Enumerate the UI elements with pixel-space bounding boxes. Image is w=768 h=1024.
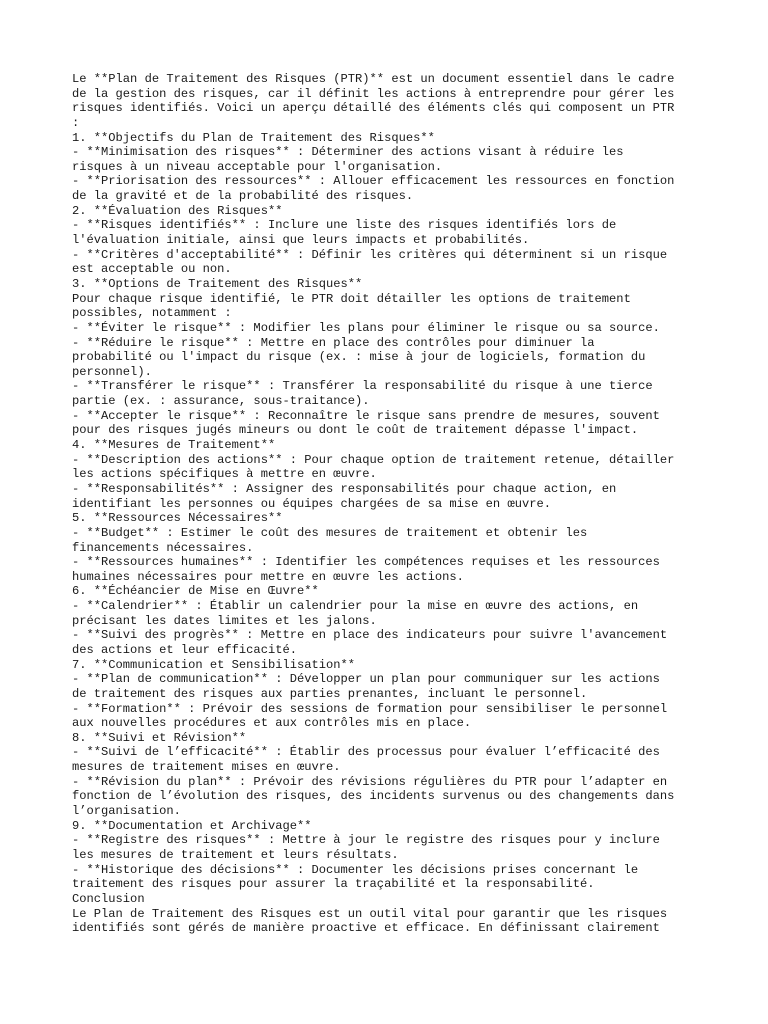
text-line: - **Description des actions** : Pour chaque option de traitement retenue, détailler xyxy=(72,452,675,467)
text-line: 9. **Documentation et Archivage** xyxy=(72,818,312,833)
text-line: 5. **Ressources Nécessaires** xyxy=(72,511,283,526)
text-line: - **Historique des décisions** : Documenter les décisions prises concernant le xyxy=(72,862,639,877)
text-line: les actions spécifiques à mettre en œuvre. xyxy=(72,467,377,482)
text-line: 4. **Mesures de Traitement** xyxy=(72,438,276,453)
text-line: l’organisation. xyxy=(72,804,181,819)
text-line: financements nécessaires. xyxy=(72,540,254,555)
text-line: 8. **Suivi et Révision** xyxy=(72,730,247,745)
text-line: - **Révision du plan** : Prévoir des révisions régulières du PTR pour l’adapter en xyxy=(72,774,668,789)
text-line: 1. **Objectifs du Plan de Traitement des Risques** xyxy=(72,130,435,145)
text-line: - **Suivi des progrès** : Mettre en place des indicateurs pour suivre l'avancement xyxy=(72,628,668,643)
text-line: risques à un niveau acceptable pour l'organisation. xyxy=(72,159,443,174)
text-line: - **Critères d'acceptabilité** : Définir les critères qui déterminent si un risque xyxy=(72,247,668,262)
text-line: Pour chaque risque identifié, le PTR doit détailler les options de traitement xyxy=(72,291,631,306)
text-line: humaines nécessaires pour mettre en œuvre les actions. xyxy=(72,569,464,584)
text-line: : xyxy=(72,115,80,130)
text-line: 2. **Évaluation des Risques** xyxy=(72,203,283,218)
text-line: Le **Plan de Traitement des Risques (PTR)** est un document essentiel dans le cadre xyxy=(72,72,675,86)
text-line: 7. **Communication et Sensibilisation** xyxy=(72,657,356,672)
text-line: l'évaluation initiale, ainsi que leurs impacts et probabilités. xyxy=(72,233,530,248)
text-line: est acceptable ou non. xyxy=(72,262,232,277)
text-line: identifiant les personnes ou équipes chargées de sa mise en œuvre. xyxy=(72,496,551,511)
text-line: fonction de l’évolution des risques, des incidents survenus ou des changements dans xyxy=(72,789,675,804)
text-line: précisant les dates limites et les jalons. xyxy=(72,613,377,628)
text-line: mesures de traitement mises en œuvre. xyxy=(72,760,341,775)
text-line: risques identifiés. Voici un aperçu détaillé des éléments clés qui composent un PTR xyxy=(72,101,675,116)
text-line: Le Plan de Traitement des Risques est un outil vital pour garantir que les risques xyxy=(72,906,668,921)
text-line: - **Risques identifiés** : Inclure une liste des risques identifiés lors de xyxy=(72,218,617,233)
text-line: de la gestion des risques, car il définit les actions à entreprendre pour gérer les xyxy=(72,86,675,101)
text-line: - **Plan de communication** : Développer un plan pour communiquer sur les actions xyxy=(72,672,660,687)
text-line: 6. **Échéancier de Mise en Œuvre** xyxy=(72,584,319,599)
text-line: possibles, notamment : xyxy=(72,306,232,321)
text-line: 3. **Options de Traitement des Risques** xyxy=(72,276,363,291)
document-page xyxy=(72,72,704,936)
text-line: - **Éviter le risque** : Modifier les plans pour éliminer le risque ou sa source. xyxy=(72,320,660,335)
text-line: - **Ressources humaines** : Identifier les compétences requises et les ressources xyxy=(72,555,660,570)
text-line: - **Réduire le risque** : Mettre en place des contrôles pour diminuer la xyxy=(72,335,595,350)
text-line: - **Minimisation des risques** : Déterminer des actions visant à réduire les xyxy=(72,145,624,160)
text-line: identifiés sont gérés de manière proactive et efficace. En définissant clairement xyxy=(72,921,660,936)
text-line: Conclusion xyxy=(72,891,145,906)
text-line: probabilité ou l'impact du risque (ex. : mise à jour de logiciels, formation du xyxy=(72,350,646,365)
text-line: - **Calendrier** : Établir un calendrier pour la mise en œuvre des actions, en xyxy=(72,599,639,614)
text-line: - **Accepter le risque** : Reconnaître le risque sans prendre de mesures, souvent xyxy=(72,408,660,423)
text-line: - **Registre des risques** : Mettre à jour le registre des risques pour y inclure xyxy=(72,833,660,848)
text-line: de la gravité et de la probabilité des risques. xyxy=(72,189,414,204)
text-line: de traitement des risques aux parties prenantes, incluant le personnel. xyxy=(72,686,588,701)
text-line: - **Suivi de l’efficacité** : Établir des processus pour évaluer l’efficacité des xyxy=(72,745,660,760)
text-line: traitement des risques pour assurer la traçabilité et la responsabilité. xyxy=(72,877,595,892)
text-line: partie (ex. : assurance, sous-traitance). xyxy=(72,394,370,409)
text-line: des actions et leur efficacité. xyxy=(72,642,297,657)
text-line: les mesures de traitement et leurs résultats. xyxy=(72,847,399,862)
text-line: aux nouvelles procédures et aux contrôles mis en place. xyxy=(72,716,472,731)
text-line: - **Budget** : Estimer le coût des mesures de traitement et obtenir les xyxy=(72,525,588,540)
text-line: - **Formation** : Prévoir des sessions de formation pour sensibiliser le personnel xyxy=(72,701,668,716)
text-line: - **Transférer le risque** : Transférer la responsabilité du risque à une tierce xyxy=(72,379,653,394)
text-line: - **Priorisation des ressources** : Allouer efficacement les ressources en fonction xyxy=(72,174,675,189)
text-line: personnel). xyxy=(72,364,152,379)
text-line: - **Responsabilités** : Assigner des responsabilités pour chaque action, en xyxy=(72,481,617,496)
text-line: pour des risques jugés mineurs ou dont le coût de traitement dépasse l'impact. xyxy=(72,423,639,438)
